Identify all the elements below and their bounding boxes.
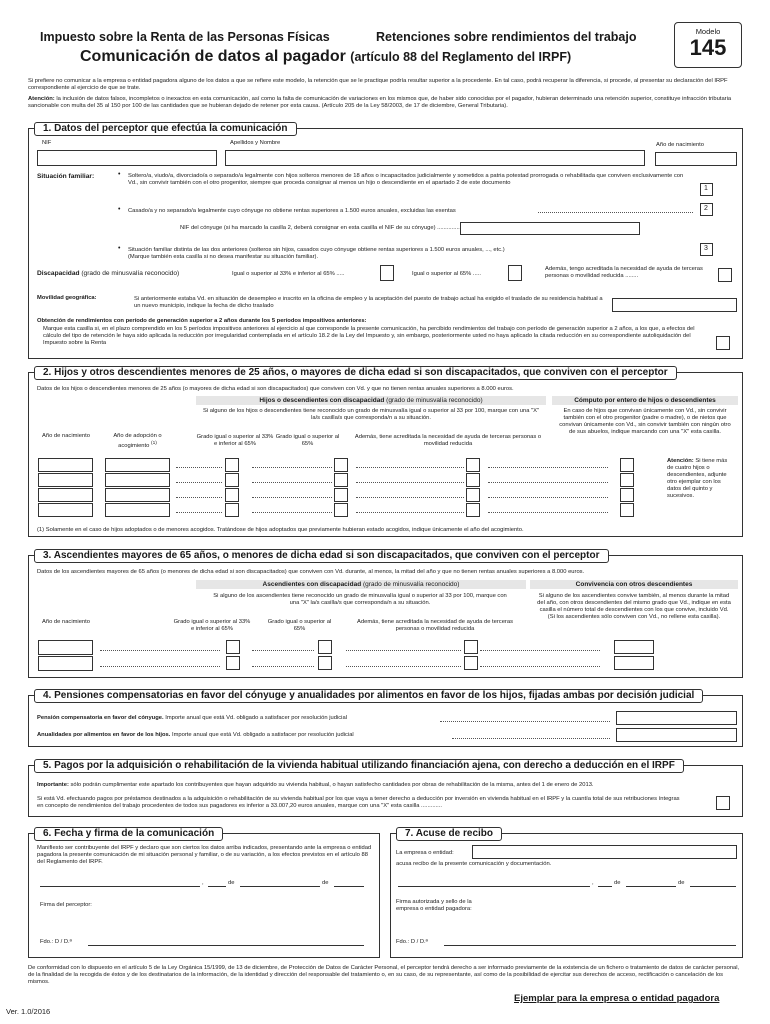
signer-name-label: Fdo.: D / D.ª — [40, 939, 72, 945]
child-birth-year-field[interactable] — [38, 488, 93, 502]
ascendant-grade-1-checkbox[interactable] — [226, 656, 240, 670]
child-grade-2-checkbox[interactable] — [334, 473, 348, 487]
section-4-title: 4. Pensiones compensatorias en favor del cónyuge y anualidades por alimentos en favor de los hijos, fijadas ambas por decisión judicial — [34, 689, 703, 703]
child-birth-year-field[interactable] — [38, 473, 93, 487]
dotted-leader — [346, 650, 461, 651]
child-grade-2-checkbox[interactable] — [334, 458, 348, 472]
housing-checkbox[interactable] — [716, 796, 730, 810]
receipt-text: acusa recibo de la presente comunicación y documentación. — [396, 861, 552, 867]
copy-label: Ejemplar para la empresa o entidad pagadora — [514, 993, 720, 1004]
child-grade-2-checkbox[interactable] — [334, 503, 348, 517]
modelo-label: Modelo — [695, 27, 721, 36]
intro-paragraph: Si prefiere no comunicar a la empresa o entidad pagadora alguno de los datos a que se refiere este modelo, la retención que se le practique podría resultar superior a la procedente. En tal caso, podrá recuperar la diferencia, si procede, al presentar su declaración del IRPF correspondiente al ejercicio de que se trate. — [28, 78, 728, 91]
version-label: Ver. 1.0/2016 — [6, 1007, 51, 1016]
section-7-title: 7. Acuse de recibo — [396, 827, 502, 841]
mobility-date-field[interactable] — [612, 298, 737, 312]
day-line[interactable] — [208, 886, 226, 887]
family-option-3-checkbox[interactable]: 3 — [700, 243, 713, 256]
child-computo-checkbox[interactable] — [620, 503, 634, 517]
dotted-leader — [176, 497, 222, 498]
dotted-leader — [538, 212, 693, 213]
company-signature-label: Firma autorizada y sello de la empresa o entidad pagadora: — [396, 899, 472, 912]
warning-paragraph: Atención: la inclusión de datos falsos, incompletos o inexactos en esta comunicación, así como la falta de comunicación de variaciones en los mismos que, de haber sido conocidas por el pagador, hubieran determinado una retención superior, constituye infracción tributaria sancionable con multa del 35 al 150 por 100 de las cantidades que se hubieran dejado de retener por esta causa. (Artículo 205 de la Ley 58/2003, de 17 de diciembre, General Tributaria). — [28, 96, 732, 109]
section-2-intro: Datos de los hijos o descendientes menores de 25 años (o mayores de dicha edad si son discapacitados) que conviven con Vd. y que no tienen rentas anuales superiores a 8.000 euros. — [37, 386, 514, 392]
year-line[interactable] — [334, 886, 364, 887]
nif-field[interactable] — [37, 150, 217, 166]
child-grade-3-checkbox[interactable] — [466, 473, 480, 487]
family-option-3: Situación familiar distinta de las dos anteriores (solteros sin hijos, casados cuyo cónyuge obtiene rentas superiores a 1.500 euros anuales, ..., etc.) — [128, 247, 505, 253]
dotted-leader — [452, 738, 610, 739]
child-grade-3-checkbox[interactable] — [466, 458, 480, 472]
company-signer-label: Fdo.: D / D.ª — [396, 939, 428, 945]
child-adoption-year-field[interactable] — [105, 503, 170, 517]
company-signer-line[interactable] — [444, 945, 736, 946]
children-computo-subtext: En caso de hijos que convivan únicamente con Vd., sin convivir también con el otro progenitor (padre o madre), o de nietos que convivan únicamente con Vd., sin convivir también con ningún otro de sus abuelos, indique marcando con una "X" esta casilla. — [559, 408, 731, 435]
dotted-leader — [356, 482, 464, 483]
children-col-grade-2: Grado igual o superior al 65% — [275, 434, 340, 447]
child-grade-1-checkbox[interactable] — [225, 488, 239, 502]
dotted-leader — [356, 497, 464, 498]
modelo-number: 145 — [689, 35, 727, 60]
child-birth-year-field[interactable] — [38, 503, 93, 517]
date-de-1: de — [228, 880, 235, 886]
ascendant-birth-year-field[interactable] — [38, 656, 93, 671]
spouse-nif-label: NIF del cónyuge (si ha marcado la casilla 2, deberá consignar en esta casilla el NIF de su cónyuge) .............. — [180, 225, 460, 231]
dotted-leader — [100, 650, 220, 651]
children-disability-subtext: Si alguno de los hijos o descendientes tiene reconocido un grado de minusvalía igual o superior al 33 por 100, marque con una "X" la/s casilla/s que corresponda/n a su situación. — [202, 408, 540, 421]
child-computo-checkbox[interactable] — [620, 488, 634, 502]
name-field[interactable] — [225, 150, 645, 166]
dotted-leader — [480, 650, 600, 651]
section-2-title: 2. Hijos y otros descendientes menores de 25 años, o mayores de dicha edad si son discapacitados, que conviven con el perceptor — [34, 366, 677, 380]
dotted-leader — [488, 482, 608, 483]
privacy-notice: De conformidad con lo dispuesto en el artículo 5 de la Ley Orgánica 15/1999, de 13 de diciembre, de Protección de Datos de Carácter Personal, el perceptor tendrá derecho a ser informado previamente de la existencia de un fichero o tratamiento de datos de carácter personal, de la finalidad de la recogida de éstos y de los destinatarios de la información, de la identidad y dirección del responsable del tratamiento o, en su caso, de su representante, así como de la posibilidad de ejercitar sus derechos de acceso, rectificación o cancelación de los mismos. — [28, 965, 740, 985]
name-label: Apellidos y Nombre — [230, 140, 281, 146]
birth-year-field[interactable] — [655, 152, 737, 166]
children-computo-header: Cómputo por entero de hijos o descendientes — [552, 396, 738, 405]
children-col-grade-1: Grado igual o superior al 33% e inferior al 65% — [196, 434, 274, 447]
mobility-label: Movilidad geográfica: — [37, 295, 97, 301]
ascendant-convivencia-field[interactable] — [614, 656, 654, 670]
children-attention-note: Atención: Si tiene más de cuatro hijos o descendientes, adjunte otro ejemplar con los datos del quinto y sucesivos. — [667, 458, 728, 499]
family-option-2-checkbox[interactable]: 2 — [700, 203, 713, 216]
dotted-leader — [488, 497, 608, 498]
birth-year-label: Año de nacimiento — [656, 142, 705, 148]
child-computo-checkbox[interactable] — [620, 473, 634, 487]
ascendant-grade-3-checkbox[interactable] — [464, 656, 478, 670]
date-de-2: de — [322, 880, 329, 886]
child-adoption-year-field[interactable] — [105, 488, 170, 502]
dotted-leader — [440, 721, 610, 722]
child-computo-checkbox[interactable] — [620, 458, 634, 472]
children-footnote: (1) Solamente en el caso de hijos adoptados o de menores acogidos. Tratándose de hijos adoptados que previamente hubieran estado acogidos, indique únicamente el año del acogimiento. — [37, 527, 524, 533]
ascendants-disability-subtext: Si alguno de los ascendientes tiene reconocido un grado de minusvalía igual o superior al 33 por 100, marque con una "X" la/s casilla/s que corresponda/n a su situación. — [213, 593, 507, 606]
dotted-leader — [176, 482, 222, 483]
alimony-children-field[interactable] — [616, 728, 737, 742]
ascendants-convivencia-header: Convivencia con otros descendientes — [530, 580, 738, 589]
nif-label: NIF — [42, 140, 52, 146]
bullet-icon: • — [118, 245, 121, 252]
signature-label: Firma del perceptor: — [40, 902, 92, 908]
family-option-1-checkbox[interactable]: 1 — [700, 183, 713, 196]
dotted-leader — [252, 512, 332, 513]
family-option-3-note: (Marque también esta casilla si no desea manifestar su situación familiar). — [128, 254, 319, 260]
section-6-title: 6. Fecha y firma de la comunicación — [34, 827, 223, 841]
dotted-leader — [488, 512, 608, 513]
disability-a-checkbox[interactable] — [380, 265, 394, 281]
receipt-comma: , — [592, 880, 594, 886]
child-birth-year-field[interactable] — [38, 458, 93, 472]
mobility-text: Si anteriormente estaba Vd. en situación de desempleo e inscrito en la oficina de empleo y la aceptación del puesto de trabajo actual ha exigido el traslado de su residencia habitual a un nuevo municipio, indique la fecha de dicho traslado — [134, 296, 603, 309]
dotted-leader — [488, 467, 608, 468]
receipt-de-2: de — [678, 880, 685, 886]
ascendants-col-grade-2: Grado igual o superior al 65% — [267, 619, 332, 632]
children-col-grade-3: Además, tiene acreditada la necesidad de ayuda de terceras personas o movilidad reducida — [354, 434, 542, 447]
child-grade-3-checkbox[interactable] — [466, 503, 480, 517]
child-adoption-year-field[interactable] — [105, 458, 170, 472]
alimony-children-label: Anualidades por alimentos en favor de los hijos. Importe anual que está Vd. obligado a satisfacer por resolución judicial — [37, 732, 354, 738]
declaration-text: Manifiesto ser contribuyente del IRPF y declaro que son ciertos los datos arriba indicados, presentando ante la empresa o entidad pagadora la presente comunicación de mi situación personal y familiar, o de su variación, a los efectos previstos en el artículo 88 del Reglamento del IRPF. — [37, 845, 372, 865]
dotted-leader — [252, 666, 314, 667]
receipt-year-line[interactable] — [690, 886, 736, 887]
children-col-adoption: Año de adopción o acogimiento $^{(1)}$ — [113, 433, 162, 449]
spouse-nif-field[interactable] — [460, 222, 640, 235]
receipt-month-line[interactable] — [626, 886, 676, 887]
child-grade-1-checkbox[interactable] — [225, 503, 239, 517]
signer-name-line[interactable] — [88, 945, 364, 946]
dotted-leader — [252, 482, 332, 483]
ascendants-col-grade-1: Grado igual o superior al 33% e inferior al 65% — [173, 619, 251, 632]
alimony-spouse-field[interactable] — [616, 711, 737, 725]
child-grade-1-checkbox[interactable] — [225, 458, 239, 472]
ascendants-col-grade-3: Además, tiene acreditada la necesidad de ayuda de terceras personas o movilidad reducida — [357, 619, 513, 632]
bullet-icon: • — [118, 206, 121, 213]
dotted-leader — [252, 497, 332, 498]
child-grade-3-checkbox[interactable] — [466, 488, 480, 502]
disability-b-checkbox[interactable] — [508, 265, 522, 281]
bullet-icon: • — [118, 171, 121, 178]
date-comma: , — [202, 880, 204, 886]
alimony-spouse-label: Pensión compensatoria en favor del cónyuge. Importe anual que está Vd. obligado a satisfacer por resolución judicial — [37, 715, 347, 721]
receipt-day-line[interactable] — [598, 886, 612, 887]
dotted-leader — [100, 666, 220, 667]
children-col-birth: Año de nacimiento — [41, 433, 91, 439]
month-line[interactable] — [240, 886, 320, 887]
housing-text: Si está Vd. efectuando pagos por préstamos destinados a la adquisición o rehabilitación de su vivienda habitual por los que vaya a tener derecho a deducción por inversión en vivienda habitual en el IRPF y la cuantía total de sus retribuciones íntegras en concepto de rendimientos del trabajo procedentes de todos sus pagadores es inferior a 33.007,20 euros anuales, marque con una "X" esta casilla ............. — [37, 796, 680, 809]
dotted-leader — [252, 467, 332, 468]
dotted-leader — [356, 467, 464, 468]
ascendant-grade-3-checkbox[interactable] — [464, 640, 478, 654]
section-5-title: 5. Pagos por la adquisición o rehabilitación de la vivienda habitual utilizando financiación ajena, con derecho a deducción en el IRPF — [34, 759, 684, 773]
dotted-leader — [356, 512, 464, 513]
ascendant-grade-2-checkbox[interactable] — [318, 640, 332, 654]
disability-c-checkbox[interactable] — [718, 268, 732, 282]
disability-label: Discapacidad (grado de minusvalía reconocido) — [37, 270, 180, 277]
section-3-intro: Datos de los ascendientes mayores de 65 años (o menores de dicha edad si son discapacitados) que conviven con Vd. durante, al menos, la mitad del año y que no tienen rentas anuales superiores a 8.000 euros. — [37, 569, 585, 575]
ascendant-convivencia-field[interactable] — [614, 640, 654, 654]
company-label: La empresa o entidad: — [396, 850, 454, 856]
disability-option-c: Además, tengo acreditada la necesidad de ayuda de terceras personas o movilidad reducida ........ — [545, 266, 703, 279]
section-1-title: 1. Datos del perceptor que efectúa la comunicación — [34, 122, 297, 136]
ascendants-col-birth: Año de nacimiento — [41, 619, 91, 625]
child-grade-1-checkbox[interactable] — [225, 473, 239, 487]
income-generation-checkbox[interactable] — [716, 336, 730, 350]
child-adoption-year-field[interactable] — [105, 473, 170, 487]
form-section-title: Retenciones sobre rendimientos del trabajo — [376, 30, 637, 44]
family-option-2: Casado/a y no separado/a legalmente cuyo cónyuge no obtiene rentas superiores a 1.500 euros anuales, excluidas las exentas — [128, 208, 456, 214]
housing-important-note: Importante: sólo podrán cumplimentar este apartado los contribuyentes que hayan adquirido su vivienda habitual, o hayan satisfecho cantidades por obras de rehabilitación de la misma, antes del 1 de enero de 2013. — [37, 782, 594, 788]
receipt-de-1: de — [614, 880, 621, 886]
modelo-box — [674, 22, 742, 68]
disability-option-b: Igual o superior al 65% ..... — [412, 271, 481, 277]
ascendant-birth-year-field[interactable] — [38, 640, 93, 655]
form-tax-title: Impuesto sobre la Renta de las Personas Físicas — [40, 30, 330, 44]
family-option-1: Soltero/a, viudo/a, divorciado/a o separado/a legalmente con hijos solteros menores de 18 años o incapacitados judicialmente y sometidos a patria potestad prorrogada o rehabilitada que conviven exclusivamente con Vd., sin convivir también con el otro progenitor, siempre que proceda consignar al menos un hijo o descendiente en el apartado 2 de este documento — [128, 173, 684, 186]
section-3-title: 3. Ascendientes mayores de 65 años, o menores de dicha edad si son discapacitados, que conviven con el perceptor — [34, 549, 609, 563]
child-grade-2-checkbox[interactable] — [334, 488, 348, 502]
family-situation-label: Situación familiar: — [37, 173, 95, 180]
disability-option-a: Igual o superior al 33% e inferior al 65% ..... — [232, 271, 345, 277]
income-generation-title: Obtención de rendimientos con período de generación superior a 2 años durante los 5 períodos impositivos anteriores: — [37, 318, 367, 324]
dotted-leader — [346, 666, 461, 667]
dotted-leader — [176, 512, 222, 513]
children-disability-header: Hijos o descendientes con discapacidad (grado de minusvalía reconocido) — [196, 396, 546, 405]
place-line[interactable] — [40, 886, 200, 887]
page-title: Comunicación de datos al pagador (artículo 88 del Reglamento del IRPF) — [80, 48, 572, 65]
dotted-leader — [252, 650, 314, 651]
ascendants-disability-header: Ascendientes con discapacidad (grado de minusvalía reconocido) — [196, 580, 526, 589]
income-generation-text: Marque esta casilla si, en el plazo comprendido en los 5 períodos impositivos anteriores al ejercicio al que corresponde la presente comunicación, ha percibido rendimientos del trabajo con período de generación superior a 2 años, a los que, a efectos del cálculo del tipo de retención le haya sido aplicada la reducción por irregularidad contemplada en el artículo 18.2 de la Ley del Impuesto y, sin embargo, posteriormente usted no haya aplicado la citada reducción en su correspondiente autoliquidación del Impuesto sobre la Renta — [43, 326, 695, 346]
dotted-leader — [480, 666, 600, 667]
ascendants-convivencia-subtext: Si alguno de los ascendientes convive también, al menos durante la mitad del año, con otros descendientes del mismo grado que Vd., indique en esta casilla el número total de descendientes con los que convive, incluido Vd. (Si los ascendientes sólo conviven con Vd., no rellene esta casilla). — [537, 593, 731, 620]
receipt-place-line[interactable] — [398, 886, 590, 887]
ascendant-grade-2-checkbox[interactable] — [318, 656, 332, 670]
company-field[interactable] — [472, 845, 737, 859]
ascendant-grade-1-checkbox[interactable] — [226, 640, 240, 654]
dotted-leader — [176, 467, 222, 468]
